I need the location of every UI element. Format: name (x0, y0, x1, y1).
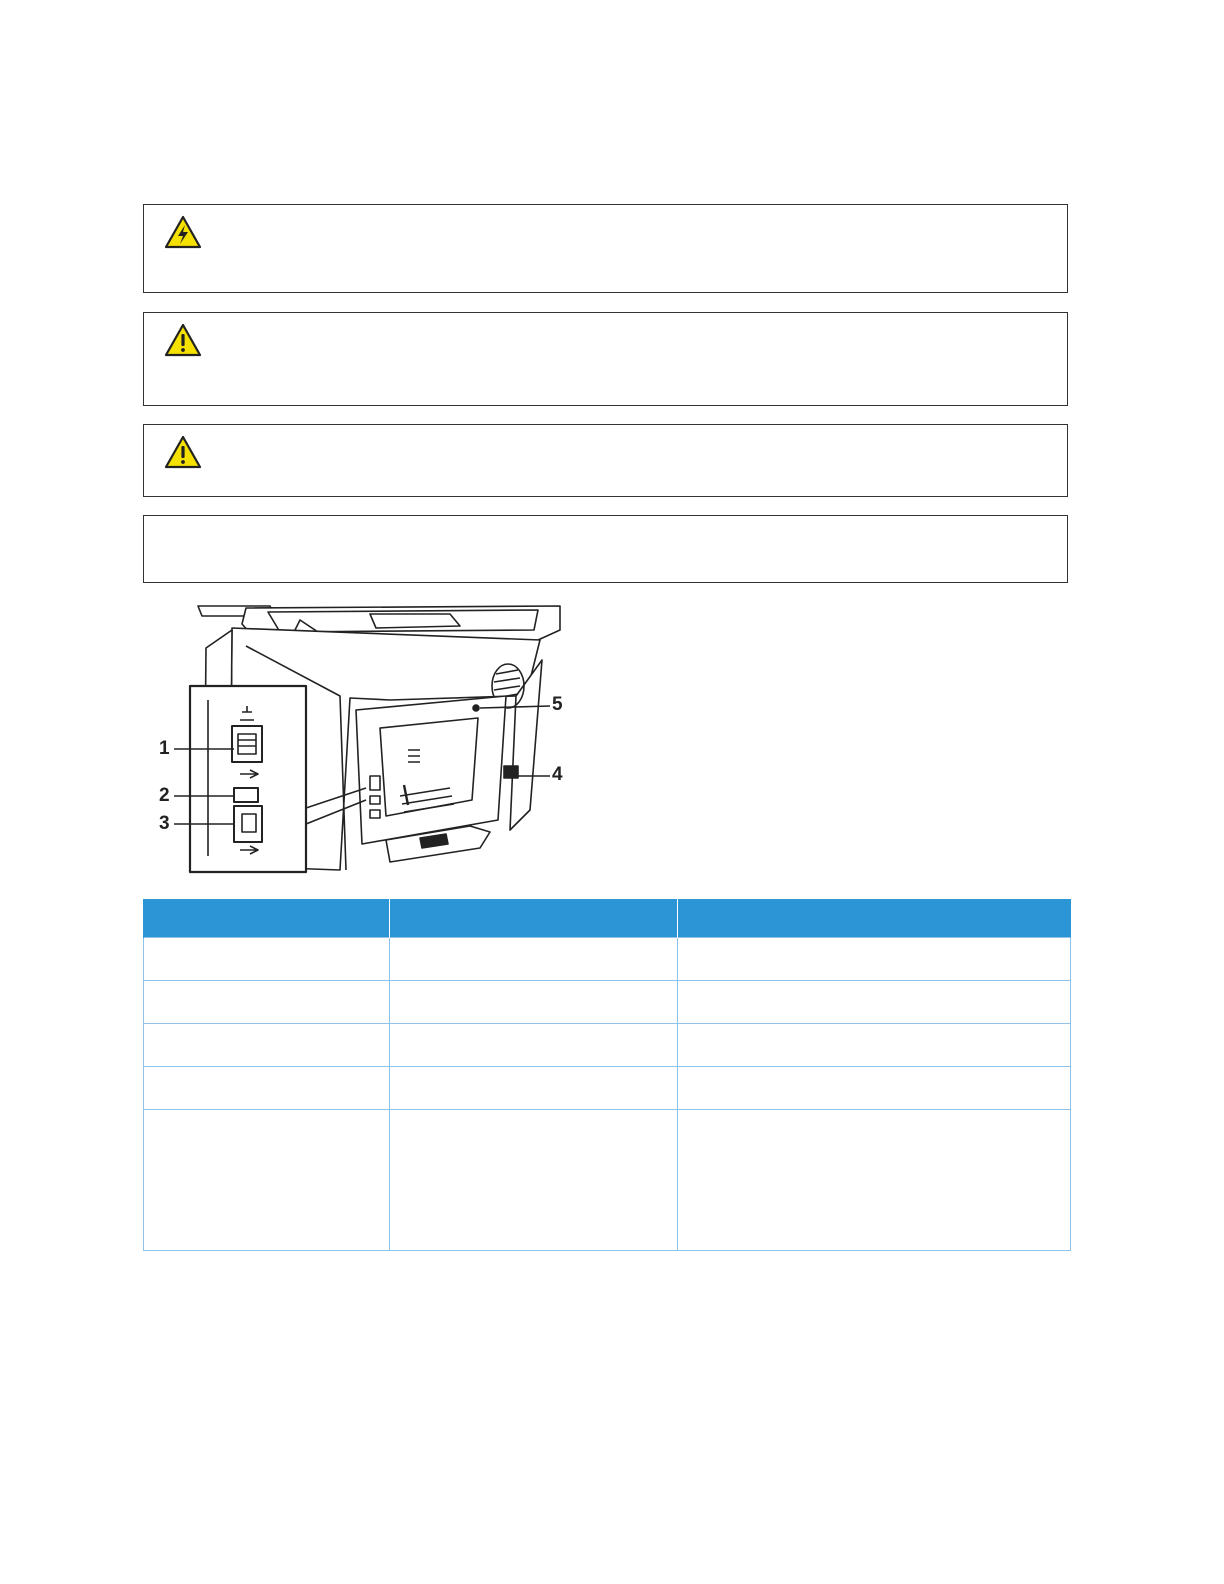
callout-2: 2 (159, 785, 170, 806)
table-cell (678, 1024, 1071, 1067)
table-cell (144, 938, 390, 981)
table-cell (678, 1110, 1071, 1251)
table-cell (390, 1067, 678, 1110)
printer-rear-illustration (150, 600, 570, 880)
table-row (144, 938, 1071, 981)
table-header-cell (678, 899, 1071, 938)
table-cell (678, 938, 1071, 981)
electrical-hazard-notice (143, 204, 1068, 293)
table-cell (144, 1024, 390, 1067)
electrical-hazard-icon (164, 215, 202, 249)
caution-notice (143, 424, 1068, 497)
table-cell (144, 1067, 390, 1110)
caution-icon (164, 435, 202, 469)
table-row (144, 1024, 1071, 1067)
table-row (144, 981, 1071, 1024)
table-cell (390, 1110, 678, 1251)
caution-notice (143, 312, 1068, 406)
callout-4: 4 (552, 764, 563, 785)
table-header-cell (144, 899, 390, 938)
table-cell (144, 1110, 390, 1251)
table-row (144, 1110, 1071, 1251)
note-box (143, 515, 1068, 583)
table-cell (678, 1067, 1071, 1110)
table-cell (390, 938, 678, 981)
ports-table (143, 899, 1071, 1251)
table-cell (144, 981, 390, 1024)
callout-3: 3 (159, 813, 170, 834)
callout-5: 5 (552, 694, 563, 715)
table-header-row (144, 899, 1071, 938)
caution-icon (164, 323, 202, 357)
table-row (144, 1067, 1071, 1110)
table-header-cell (390, 899, 678, 938)
table-cell (678, 981, 1071, 1024)
table-cell (390, 1024, 678, 1067)
callout-1: 1 (159, 738, 170, 759)
table-cell (390, 981, 678, 1024)
